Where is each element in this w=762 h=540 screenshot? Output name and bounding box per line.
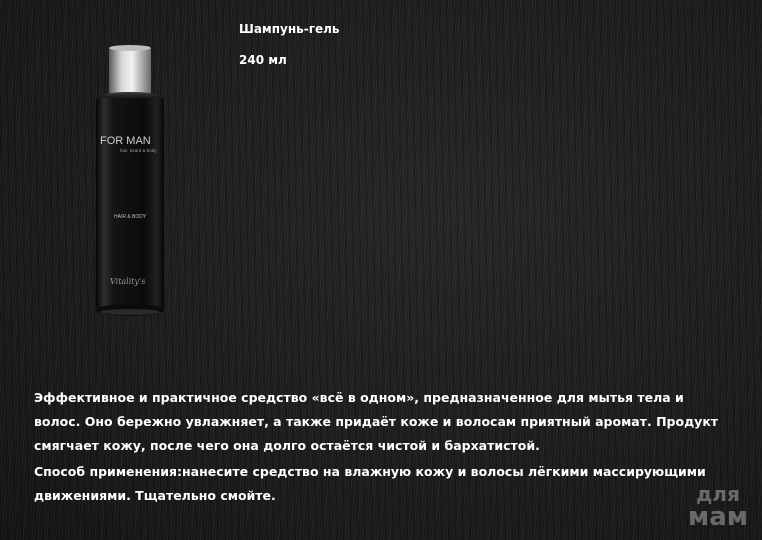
watermark-line1: для [696, 482, 740, 506]
watermark-line2: мам [687, 502, 748, 532]
bottle-type-text: HAIR & BODY [114, 214, 147, 220]
product-image [88, 44, 178, 324]
product-name: Шампунь-гель [239, 22, 340, 36]
product-description: Эффективное и практичное средство «всё в одном», предназначенное для мытья тела и волос. Оно бережно увлажняет, а также придаёт коже и волосам приятный аромат. Продукт смягчает кожу, после чего она долго остаётся чистой и бархатистой. [34, 390, 719, 453]
bottle-brand-text: FOR MAN [100, 135, 151, 147]
product-volume: 240 мл [239, 53, 287, 67]
bottle-subline-text: hair, beard & body [120, 148, 157, 153]
usage-instructions [34, 460, 734, 508]
usage-text: нанесите средство на влажную кожу и волосы лёгкими массирующими движениями. Тщательно смойте. [34, 464, 706, 503]
bottle-signature-text: Vitality's [110, 277, 146, 286]
watermark-logo [688, 484, 748, 530]
bottle-illustration [88, 44, 178, 324]
usage-label: Способ применения: [34, 464, 183, 479]
